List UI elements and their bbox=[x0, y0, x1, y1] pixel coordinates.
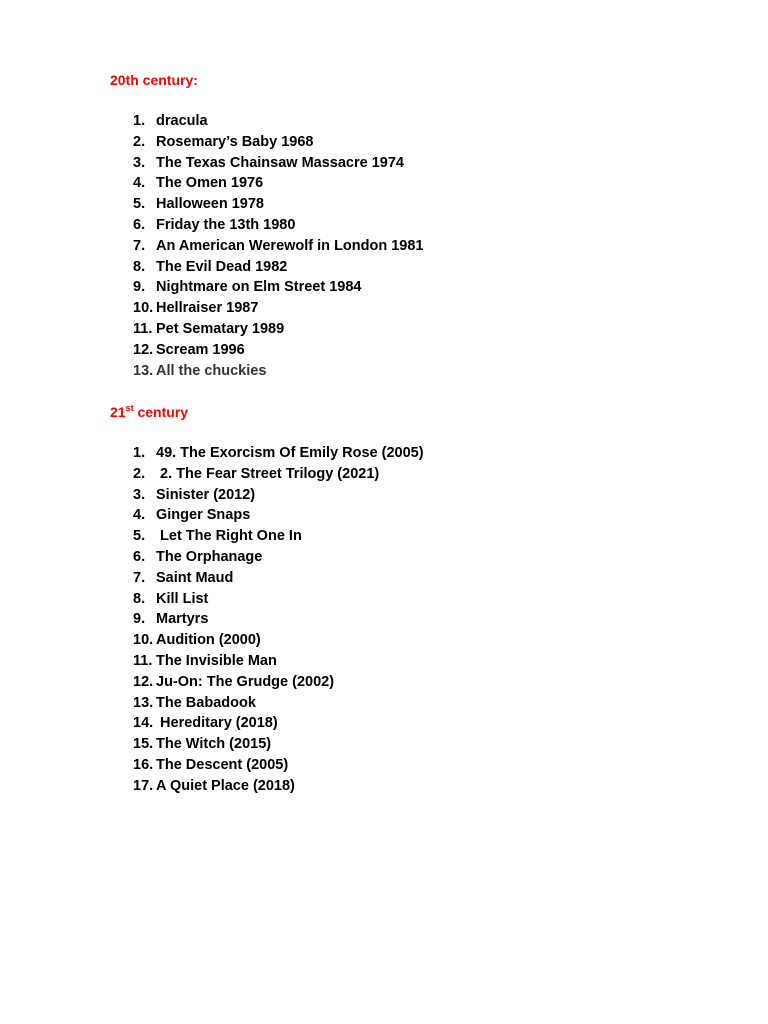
list-item-number: 6. bbox=[133, 216, 146, 233]
list-item-number: 9. bbox=[133, 279, 146, 296]
list-item-number: 5. bbox=[133, 528, 146, 545]
heading-number: 21 bbox=[110, 404, 126, 420]
list-item-number: 7. bbox=[133, 569, 146, 586]
list-item-text: Nightmare on Elm Street 1984 bbox=[156, 279, 362, 296]
list-item-text: An American Werewolf in London 1981 bbox=[156, 237, 424, 254]
list-item-number: 14. bbox=[133, 715, 154, 732]
list-item-text: Halloween 1978 bbox=[156, 196, 264, 213]
list-item-text: Scream 1996 bbox=[156, 341, 245, 358]
list-item-number: 8. bbox=[133, 258, 146, 275]
list-item-number: 11. bbox=[133, 320, 153, 337]
list-item-text: Audition (2000) bbox=[156, 632, 261, 649]
list-item-number: 11. bbox=[133, 652, 153, 669]
list-item-text: 2. The Fear Street Trilogy (2021) bbox=[156, 465, 380, 482]
list-item-text: The Orphanage bbox=[156, 548, 263, 565]
list-item-number: 9. bbox=[133, 611, 146, 628]
list-item-number: 3. bbox=[133, 154, 146, 171]
list-item-number: 12. bbox=[133, 673, 154, 690]
list-item-number: 16. bbox=[133, 756, 154, 773]
list-item-text: Rosemary’s Baby 1968 bbox=[156, 133, 314, 150]
list-item-text: 49. The Exorcism Of Emily Rose (2005) bbox=[156, 445, 424, 461]
list-item-text: The Texas Chainsaw Massacre 1974 bbox=[156, 154, 404, 171]
list-item-number: 3. bbox=[133, 486, 146, 503]
list-item-number: 5. bbox=[133, 196, 146, 213]
list-item-text: Hellraiser 1987 bbox=[156, 300, 259, 317]
list-item-number: 10. bbox=[133, 632, 154, 649]
list-item-number: 12. bbox=[133, 341, 154, 358]
list-item-number: 17. bbox=[133, 777, 154, 794]
list-item-text: dracula bbox=[156, 113, 208, 129]
list-item-number: 1. bbox=[133, 445, 146, 461]
list-item-number: 13. bbox=[133, 362, 154, 379]
heading-text: century bbox=[133, 404, 189, 420]
list-item-text: The Evil Dead 1982 bbox=[156, 258, 288, 275]
list-item-text: All the chuckies bbox=[156, 362, 267, 379]
list-item-text: Saint Maud bbox=[156, 569, 234, 586]
list-item-number: 4. bbox=[133, 175, 146, 192]
list-item-text: The Descent (2005) bbox=[156, 756, 289, 773]
list-item-text: Kill List bbox=[156, 590, 209, 607]
list-item-number: 7. bbox=[133, 237, 146, 254]
list-item-number: 2. bbox=[133, 465, 146, 482]
list-item-text: The Babadook bbox=[156, 694, 256, 711]
list-item-text: A Quiet Place (2018) bbox=[156, 777, 295, 794]
heading-text: 20th century: bbox=[110, 72, 198, 88]
list-item-text: The Omen 1976 bbox=[156, 175, 264, 192]
list-item-text: The Invisible Man bbox=[156, 652, 277, 669]
list-item-text: Pet Sematary 1989 bbox=[156, 320, 285, 337]
list-item-number: 6. bbox=[133, 548, 146, 565]
list-item-number: 13. bbox=[133, 694, 154, 711]
list-item-number: 4. bbox=[133, 507, 146, 524]
list-item-text: Hereditary (2018) bbox=[156, 715, 278, 732]
list-item-text: The Witch (2015) bbox=[156, 736, 272, 753]
section-heading-20th-century bbox=[110, 71, 198, 89]
list-item-number: 2. bbox=[133, 133, 146, 150]
section-heading-21st-century bbox=[110, 403, 188, 421]
list-item-text: Friday the 13th 1980 bbox=[156, 216, 296, 233]
heading-ordinal-suffix: st bbox=[125, 403, 134, 413]
list-item-number: 8. bbox=[133, 590, 146, 607]
list-item-text: Martyrs bbox=[156, 611, 209, 628]
list-item-text: Let The Right One In bbox=[156, 528, 302, 545]
list-item-text: Ju-On: The Grudge (2002) bbox=[156, 673, 335, 690]
list-item-number: 15. bbox=[133, 736, 154, 753]
list-item-number: 10. bbox=[133, 300, 154, 317]
list-item-number: 1. bbox=[133, 113, 146, 129]
list-item-text: Ginger Snaps bbox=[156, 507, 251, 524]
list-item-text: Sinister (2012) bbox=[156, 486, 256, 503]
